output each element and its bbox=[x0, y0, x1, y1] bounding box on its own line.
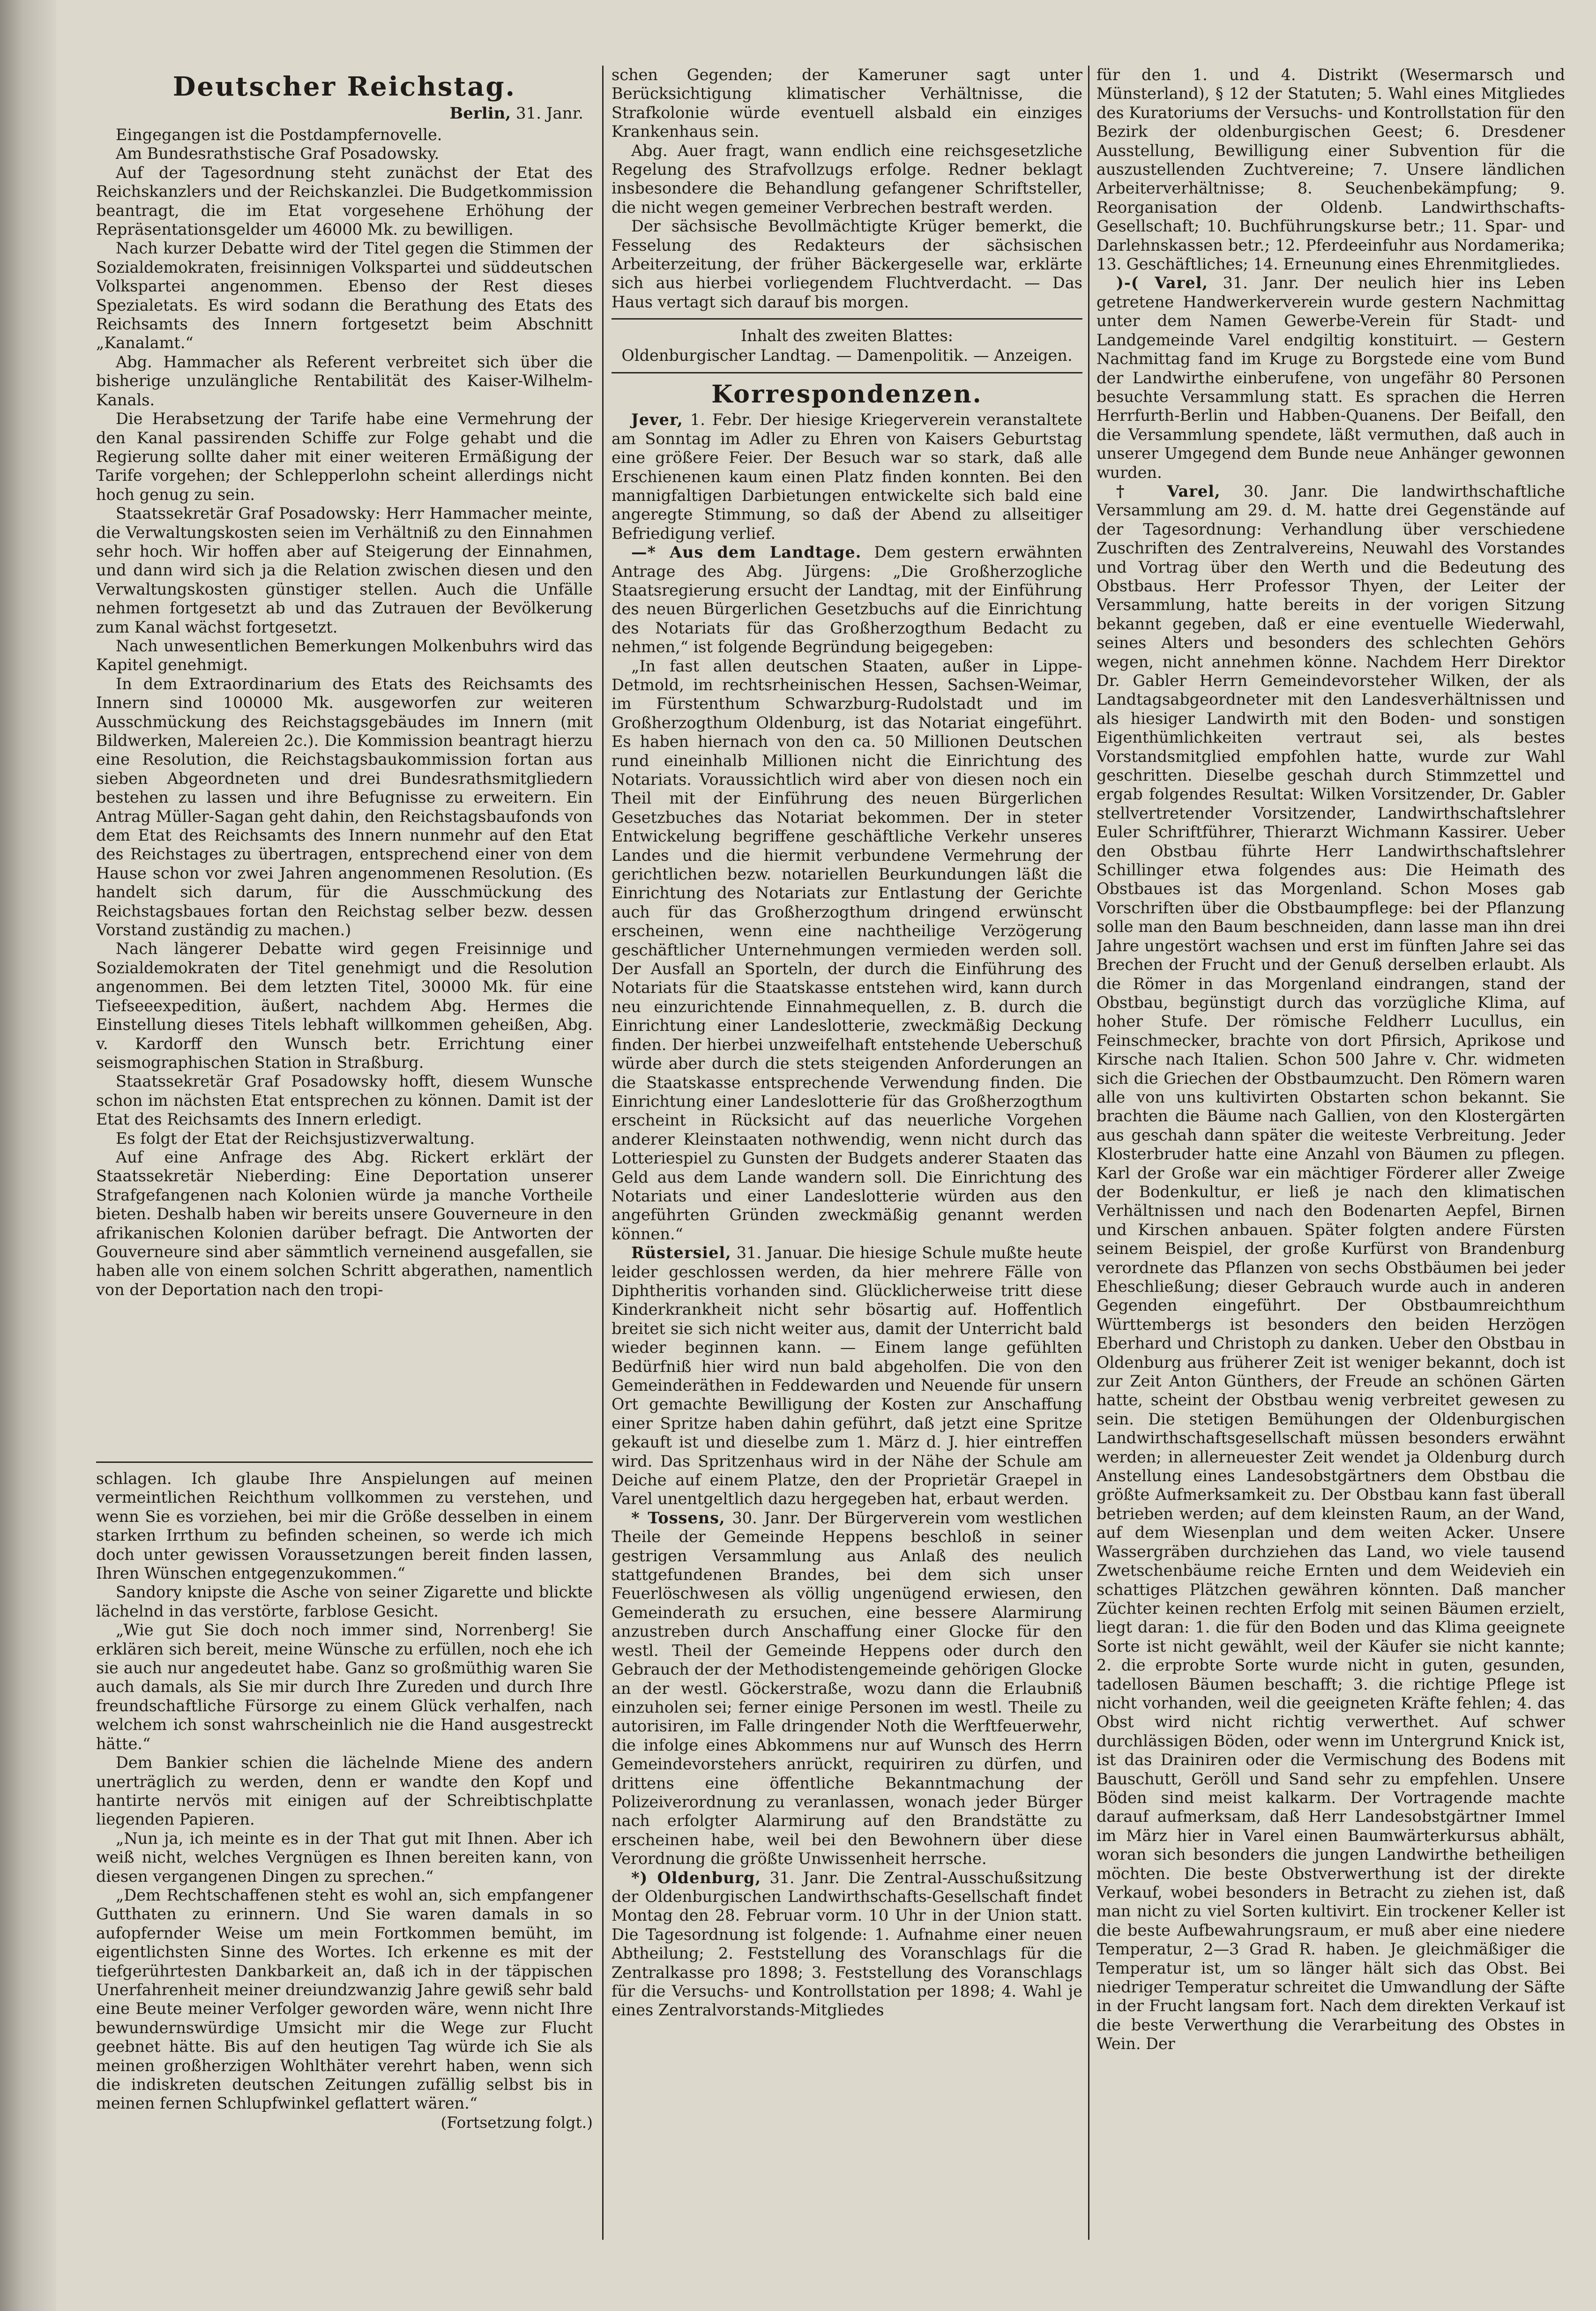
feuilleton-paragraph: schlagen. Ich glaube Ihre Anspielungen auf meinen vermeintlichen Reichthum vollkommen zu verstehen, und wenn Sie es vorziehen, bei mir die Größe desselben in einem starken Irrthum zu befinden scheinen, so werde ich mich doch unter gewissen Voraussetzungen bereit finden lassen, Ihren Wünschen entgegenzukommen.“ bbox=[96, 1469, 593, 1583]
article-paragraph: Auf der Tagesordnung steht zunächst der Etat des Reichskanzlers und der Reichskanzlei. Die Budgetkommission beantragt, die im Etat vorgesehene Erhöhung der Repräsentationsgelder um 46000 Mk. zu bewilligen. bbox=[96, 163, 593, 239]
reichstag-continuation bbox=[612, 66, 1082, 312]
place-name: —* Aus dem Landtage. bbox=[631, 543, 862, 562]
dateline bbox=[96, 104, 583, 123]
correspondence-paragraph bbox=[612, 543, 1082, 656]
feuilleton-paragraph: „Wie gut Sie doch noch immer sind, Norrenberg! Sie erklären sich bereit, meine Wünsche zu erfüllen, noch ehe ich sie auch nur angedeutet habe. Ganz so großmüthig waren Sie auch damals, als Sie mir durch Ihre Zureden und durch Ihre freundschaftliche Fürsorge zu einem Glück verhalfen, nach welchem ich sonst wahrscheinlich nie die Hand ausgestreckt hätte.“ bbox=[96, 1621, 593, 1753]
feuilleton-paragraph: „Dem Rechtschaffenen steht es wohl an, sich empfangener Gutthaten zu erinnern. Und Sie waren damals in so aufopfernder Weise um mein Fortkommen bemüht, im eigentlichsten Sinne des Wortes. Ich erkenne es mit der tiefgerührtesten Dankbarkeit an, daß ich in der täppischen Unerfahrenheit meiner dreiundzwanzig Jahre gewiß sehr bald eine Beute meiner Verfolger geworden wäre, wenn nicht Ihre bewundernswürdige Umsicht mir die Wege zur Flucht geebnet hätte. Bis auf den heutigen Tag würde ich Sie als meinen großherzigen Wohlthäter verehrt haben, wenn sich die indiskreten deutschen Zeitungen zufällig selbst bis in meinen fernen Schlupfwinkel geflattert wären.“ bbox=[96, 1886, 593, 2113]
correspondence-paragraph bbox=[1096, 482, 1565, 2054]
correspondence-paragraph bbox=[1096, 66, 1565, 274]
contents-title: Inhalt des zweiten Blattes: bbox=[740, 327, 954, 345]
correspondence-paragraph bbox=[612, 1244, 1082, 1509]
paragraph-text: 30. Janr. Die landwirthschaftliche Versammlung am 29. d. M. hatte drei Gegenstände auf der Tagesordnung: Verhandlung über verschiedene Zuschriften des Zentralvereins, Neuwahl des Vorstandes und Vortrag über den Werth und die Bedeutung des Obstbaus. Herr Professor Thyen, der Leiter der Versammlung, hatte bereits in der vorigen Sitzung bekannt gegeben, daß er eine eventuelle Wiederwahl, seines Alters und besonders des schlechten Gehörs wegen, nicht annehmen könne. Nachdem Herr Direktor Dr. Gabler Herrn Gemeindevorsteher Wilken, der als Landtagsabgeordneter mit den Landesverhältnissen und als hiesiger Landwirth mit den Boden- und sonstigen Eigenthümlichkeiten vertraut sei, als bestes Vorstandsmitglied empfohlen hatte, wurde zur Wahl geschritten. Dieselbe geschah durch Stimmzettel und ergab folgendes Resultat: Wilken Vorsitzender, Dr. Gabler stellvertretender Vorsitzender, Landwirthschaftslehrer Euler Schriftführer, Thierarzt Wichmann Kassirer. Ueber den Obstbau führte Herr Landwirthschaftslehrer Schillinger etwa folgendes aus: Die Heimath des Obstbaues ist das Morgenland. Schon Moses gab Vorschriften über die Obstbaumpflege: bei der Pflanzung solle man den Baum beschneiden, dann lasse man ihn drei Jahre ungestört wachsen und erst im fünften Jahre sei das Brechen der Frucht und der Genuß derselben erlaubt. Als die Römer in das Morgenland eindrangen, stand der Obstbau, begünstigt durch das vorzügliche Klima, auf hoher Stufe. Der römische Feldherr Lucullus, ein Feinschmecker, brachte von dort Pfirsich, Aprikose und Kirsche nach Italien. Schon 500 Jahre v. Chr. widmeten sich die Griechen der Obstbaumzucht. Den Römern waren alle von uns kultivirten Obstarten schon bekannt. Sie brachten die Bäume nach Gallien, von den Klostergärten aus geschah dann später die weiteste Verbreitung. Jeder Klosterbruder hatte eine Anzahl von Bäumen zu pflegen. Karl der Große war ein mächtiger Förderer aller Zweige der Bodenkultur, er ließ je nach den klimatischen Verhältnissen und nach den Bodenarten Aepfel, Birnen und Kirschen anbauen. Später folgten andere Fürsten seinem Beispiel, der große Kurfürst von Brandenburg verordnete das Pflanzen von sechs Obstbäumen bei jeder Eheschließung; dieser Gebrauch wurde auch in anderen Gegenden eingeführt. Der Obstbaumreichthum Württembergs ist besonders den beiden Herzögen Eberhard und Christoph zu danken. Ueber den Obstbau in Oldenburg aus früherer Zeit ist weniger bekannt, doch ist zur Zeit Anton Günthers, der Freude an schönen Gärten hatte, scheint der Obstbau wenig verbreitet gewesen zu sein. Die stetigen Bemühungen der Oldenburgischen Landwirthschaftsgesellschaft müssen besonders erwähnt werden; in allerneuester Zeit wendet ja Oldenburg durch Anstellung eines Landesobstgärtners dem Obstbau die größte Aufmerksamkeit zu. Der Obstbau kann fast überall betrieben werden; auf dem kleinsten Raum, an der Wand, auf dem Wiesenplan und dem weiten Acker. Unsere Wassergräben durchziehen das Land, wo viele tausend Zwetschenbäume reiche Ernten und dem Weidevieh ein schattiges Plätzchen gewähren könnten. Daß mancher Züchter keinen rechten Erfolg mit seinen Bäumen erzielt, liegt daran: 1. die für den Boden und das Klima geeignete Sorte ist nicht gewählt, weil der Käufer sie nicht kannte; 2. die erprobte Sorte wurde nicht in guten, gesunden, tadellosen Bäumen beschafft; 3. die richtige Pflege ist nicht vorhanden, weil die geeigneten Kräfte fehlen; 4. das Obst wird nicht richtig verwerthet. Auf schwer durchlässigen Böden, oder wenn im Untergrund Knick ist, ist das Drainiren oder die Vermischung des Bodens mit Bauschutt, Geröll und Sand sehr zu empfehlen. Unsere Böden sind meist kalkarm. Der Vortragende machte darauf aufmerksam, daß Herr Landesobstgärtner Immel im März hier in Varel einen Baumwärterkursus abhält, woran sich besonders die jungen Landwirthe betheiligen möchten. Die beste Obstverwerthung ist der direkte Verkauf, wobei besonders in Betracht zu ziehen ist, daß man nicht zu viel Sorten kultivirt. Ein trockener Keller ist die beste Aufbewahrungsraum, er muß aber eine niedere Temperatur, 2—3 Grad R. haben. Je gleichmäßiger die Temperatur ist, um so länger hält sich das Obst. Bei niedriger Temperatur schreitet die Umwandlung der Säfte in der Frucht langsam fort. Nach dem direkten Verkauf ist die beste Verwerthung die Verarbeitung des Obstes in Wein. Der bbox=[1096, 482, 1565, 2053]
column-rule-2 bbox=[1088, 66, 1089, 2240]
article-paragraph: Am Bundesrathstische Graf Posadowsky. bbox=[116, 144, 440, 163]
paragraph-text: 1. Febr. Der hiesige Kriegerverein veranstaltete am Sonntag im Adler zu Ehren von Kaisers Geburtstag eine größere Feier. Der Besuch war so stark, daß alle Erschienenen kaum einen Platz finden konnten. Bei den mannigfaltigen Darbietungen entwickelte sich bald eine angeregte Stimmung, so daß der Abend zu allseitiger Befriedigung verlief. bbox=[612, 410, 1082, 543]
article-paragraph: Abg. Auer fragt, wann endlich eine reichsgesetzliche Regelung des Strafvollzugs erfolge. Redner beklagt insbesondere die Behandlung gefangener Schriftsteller, die nicht wegen gemeiner Verbrechen bestraft werden. bbox=[612, 141, 1082, 216]
contents-items: Oldenburgischer Landtag. — Damenpolitik. — Anzeigen. bbox=[621, 346, 1073, 365]
feuilleton-paragraph: Dem Bankier schien die lächelnde Miene des andern unerträglich zu werden, denn er wandte den Kopf und hantirte nervös mit einigen auf der Schreibtischplatte liegenden Papieren. bbox=[96, 1753, 593, 1829]
place-name: * Tossens, bbox=[631, 1508, 725, 1527]
column-1 bbox=[96, 66, 593, 2132]
article-paragraph: Nach unwesentlichen Bemerkungen Molkenbuhrs wird das Kapitel genehmigt. bbox=[96, 636, 593, 674]
correspondence-paragraph bbox=[612, 1869, 1082, 2020]
to-be-continued: (Fortsetzung folgt.) bbox=[440, 2113, 593, 2132]
contents-rule-top bbox=[612, 318, 1082, 320]
scan-edge bbox=[0, 0, 56, 2311]
feuilleton bbox=[96, 1469, 593, 2113]
paragraph-text: 31. Januar. Die hiesige Schule mußte heute leider geschlossen werden, da hier mehrere Fälle von Diphtheritis vorhanden sind. Glücklicherweise tritt diese Kinderkrankheit nicht sehr bösartig auf. Hoffentlich breitet sie sich nicht weiter aus, damit der Unterricht bald wieder beginnen kann. — Einem lange gefühlten Bedürfniß hier wird nun bald abgeholfen. Die von den Gemeinderäthen in Feddewarden und Neuende für unsern Ort gemachte Bewilligung der Kosten zur Anschaffung einer Spritze haben dahin geführt, daß jetzt eine Spritze gekauft ist und dieselbe zum 1. März d. J. hier eintreffen wird. Das Spritzenhaus wird in der Nähe der Schule am Deiche auf einem Platze, den der Proprietär Graepel in Varel unentgeltlich dazu hergegeben hat, erbaut werden. bbox=[612, 1244, 1082, 1508]
article-paragraph: Staatssekretär Graf Posadowsky hofft, diesem Wunsche schon im nächsten Etat entsprechen zu können. Damit ist der Etat des Reichsamts des Innern erledigt. bbox=[96, 1072, 593, 1129]
correspondence-paragraph bbox=[612, 1509, 1082, 1869]
correspondence-paragraph bbox=[1096, 274, 1565, 482]
paragraph-text: 31. Janr. Der neulich hier ins Leben getretene Handwerkerverein wurde gestern Nachmittag unter dem Namen Gewerbe-Verein für Stadt- und Landgemeinde Varel endgiltig konstituirt. — Gestern Nachmittag fand im Kruge zu Borgstede eine vom Bund der Landwirthe einberufene, von ungefähr 80 Personen besuchte Versammlung statt. Es sprachen die Herren Herrfurth-Berlin und Habben-Quanens. Der Beifall, den die Versammlung spendete, läßt vermuthen, daß auch in unserer Umgegend dem Bunde neue Anhänger gewonnen wurden. bbox=[1096, 274, 1565, 482]
place-name: Rüstersiel, bbox=[631, 1244, 731, 1262]
place-name: Jever, bbox=[631, 410, 683, 429]
reichstag-paragraphs bbox=[96, 126, 593, 1299]
paragraph-text: Dem gestern erwähnten Antrage des Abg. Jürgens: „Die Großherzogliche Staatsregierung ersucht der Landtag, mit der Einführung des neuen Bürgerlichen Gesetzbuchs auf die Einrichtung des Notariats für das Großherzogthum Bedacht zu nehmen,“ ist folgende Begründung beigegeben: bbox=[612, 543, 1082, 656]
column-2 bbox=[612, 66, 1082, 2020]
dateline-date: 31. Janr. bbox=[515, 104, 583, 123]
article-paragraph: schen Gegenden; der Kameruner sagt unter Berücksichtigung klimatischer Verhältnisse, die Strafkolonie würde eventuell alsbald ein einziges Krankenhaus sein. bbox=[612, 66, 1082, 141]
feuilleton-paragraph: Sandory knipste die Asche von seiner Zigarette und blickte lächelnd in das verstörte, farblose Gesicht. bbox=[96, 1583, 593, 1620]
article-paragraph: Nach längerer Debatte wird gegen Freisinnige und Sozialdemokraten der Titel genehmigt und die Resolution angenommen. Bei dem letzten Titel, 30000 Mk. für eine Tiefseeexpedition, äußert, nachdem Abg. Hermes die Einstellung dieses Titels lebhaft willkommen geheißen, Abg. v. Kardorff den Wunsch betr. Errichtung einer seismographischen Station in Straßburg. bbox=[96, 939, 593, 1072]
reichstag-report bbox=[96, 66, 593, 1455]
paragraph-text: „In fast allen deutschen Staaten, außer in Lippe-Detmold, im rechtsrheinischen Hessen, Sachsen-Weimar, im Fürstenthum Schwarzburg-Rudolstadt und im Großherzogthum Oldenburg, ist das Notariat eingeführt. Es haben hiernach von den ca. 50 Millionen Deutschen rund eineinhalb Millionen nicht die Einrichtung des Notariats. Voraussichtlich wird aber von diesen noch ein Theil mit der Einführung des neuen Bürgerlichen Gesetzbuches das Notariat bekommen. Der in steter Entwickelung begriffene geschäftliche Verkehr unseres Landes und die hiermit verbundene Vermehrung der gerichtlichen bezw. notariellen Beurkundungen läßt die Einrichtung des Notariats zur Entlastung der Gerichte auch für das Großherzogthum dringend erwünscht erscheinen, wenn eine nachtheilige Verzögerung geschäftlicher Unternehmungen vermieden werden soll. Der Ausfall an Sporteln, der durch die Einführung des Notariats für die Staatskasse entstehen wird, kann durch neu einzurichtende Einnahmequellen, z. B. durch die Einrichtung einer Landeslotterie, zweckmäßig Deckung finden. Der hierbei unzweifelhaft entstehende Ueberschuß würde aber durch die stets steigenden Anforderungen an die Staatskasse entsprechende Verwendung finden. Die Einrichtung einer Landeslotterie für das Großherzogthum erscheint in Rücksicht auf das neuerliche Vorgehen anderer Kleinstaaten nothwendig, wenn nicht durch das Lotteriespiel zu Gunsten der Budgets anderer Staaten das Geld aus dem Lande wandern soll. Die Einrichtung des Notariats und einer Landeslotterie würden aus den angeführten Gründen zweckmäßig genannt werden können.“ bbox=[612, 656, 1082, 1243]
article-paragraph: Abg. Hammacher als Referent verbreitet sich über die bisherige unzulängliche Rentabilität des Kaiser-Wilhelm-Kanals. bbox=[96, 352, 593, 409]
article-paragraph: Auf eine Anfrage des Abg. Rickert erklärt der Staatssekretär Nieberding: Eine Deportation unserer Strafgefangenen nach Kolonien würde ja manche Vortheile bieten. Deshalb haben wir bereits unsere Gouverneure in den afrikanischen Kolonien darüber befragt. Die Antworten der Gouverneure sind aber sämmtlich verneinend ausgefallen, sie haben alle von einem solchen Schritt abgerathen, namentlich von der Deportation nach den tropi- bbox=[96, 1148, 593, 1299]
feuilleton-paragraph: „Nun ja, ich meinte es in der That gut mit Ihnen. Aber ich weiß nicht, welches Vergnügen es Ihnen bereiten kann, von diesen vergangenen Dingen zu sprechen.“ bbox=[96, 1829, 593, 1886]
article-paragraph: Staatssekretär Graf Posadowsky: Herr Hammacher meinte, die Verwaltungskosten seien im Verhältniß zu den Einnahmen sehr hoch. Wir hoffen aber auf Steigerung der Einnahmen, und dann wird sich ja die Relation zwischen diesen und den Verwaltungskosten günstiger stellen. Auch die Unfälle nehmen fortgesetzt ab und das Zutrauen der Bevölkerung zum Kanal wächst fortgesetzt. bbox=[96, 504, 593, 636]
column-rule-1 bbox=[602, 66, 604, 2240]
correspondence-paragraph bbox=[612, 657, 1082, 1244]
paragraph-text: 31. Janr. Die Zentral-Ausschußsitzung der Oldenburgischen Landwirthschafts-Gesellschaft findet Montag den 28. Februar vorm. 10 Uhr in der Union statt. Die Tagesordnung ist folgende: 1. Aufnahme einer neuen Abtheilung; 2. Feststellung des Voranschlags für die Zentralkasse pro 1898; 3. Feststellung des Voranschlags für die Versuchs- und Kontrollstation per 1898; 4. Wahl je eines Zentralvorstands-Mitgliedes bbox=[612, 1868, 1082, 2020]
feuilleton-rule bbox=[96, 1461, 593, 1463]
correspondence-paragraph bbox=[612, 410, 1082, 543]
contents-rule-bottom bbox=[612, 372, 1082, 373]
article-paragraph: Es folgt der Etat der Reichsjustizverwaltung. bbox=[116, 1129, 475, 1148]
article-paragraph: Die Herabsetzung der Tarife habe eine Vermehrung der den Kanal passirenden Schiffe zur Folge gehabt und die Regierung sollte daher mit einer weiteren Ermäßigung der Tarife vorgehen; der Schlepperlohn scheint allerdings nicht hoch genug zu sein. bbox=[96, 410, 593, 504]
place-name: *) Oldenburg, bbox=[631, 1868, 761, 1887]
paragraph-text: für den 1. und 4. Distrikt (Wesermarsch und Münsterland), § 12 der Statuten; 5. Wahl eines Mitgliedes des Kuratoriums der Versuchs- und Kontrollstation für den Bezirk der oldenburgischen Geest; 6. Dresdener Ausstellung, Bewilligung einer Subvention für die auszustellenden Zuchtvereine; 7. Unsere ländlichen Arbeiterverhältnisse; 8. Seuchenbekämpfung; 9. Reorganisation der Oldenb. Landwirthschafts-Gesellschaft; 10. Buchführungskurse betr.; 11. Spar- und Darlehnskassen betr.; 12. Pferdeeinfuhr aus Nordamerika; 13. Geschäftliches; 14. Erneunung eines Ehrenmitgliedes. bbox=[1096, 66, 1565, 274]
headline-reichstag: Deutscher Reichstag. bbox=[172, 71, 516, 102]
column-3 bbox=[1096, 66, 1565, 2054]
correspondence-paragraphs bbox=[612, 410, 1082, 2020]
headline-korrespondenzen: Korrespondenzen. bbox=[711, 380, 983, 409]
article-paragraph: Nach kurzer Debatte wird der Titel gegen die Stimmen der Sozialdemokraten, freisinnigen Volkspartei und süddeutschen Volkspartei angenommen. Ebenso der Rest dieses Spezialetats. Es wird sodann die Berathung des Etats des Reichsamts des Innern fortgesetzt beim Abschnitt „Kanalamt.“ bbox=[96, 239, 593, 352]
dateline-place: Berlin, bbox=[449, 104, 511, 123]
contents-box bbox=[612, 326, 1082, 365]
article-paragraph: In dem Extraordinarium des Etats des Reichsamts des Innern sind 100000 Mk. ausgeworfen zur weiteren Ausschmückung des Reichstagsgebäudes im Innern (mit Bildwerken, Malereien 2c.). Die Kommission beantragt hierzu eine Resolution, die Reichstagsbaukommission fortan aus sieben Abgeordneten und drei Bundesrathsmitgliedern bestehen zu lassen und ihre Befugnisse zu erweitern. Ein Antrag Müller-Sagan geht dahin, den Reichstagsbaufonds von dem Etat des Reichsamts des Innern nunmehr auf den Etat des Reichstages zu übertragen, entsprechend einer von dem Hause schon vor zwei Jahren angenommenen Resolution. (Es handelt sich darum, für die Ausschmückung des Reichstagsbaues fortan den Reichstag selber bezw. dessen Vorstand zuständig zu machen.) bbox=[96, 674, 593, 939]
article-paragraph: Der sächsische Bevollmächtigte Krüger bemerkt, die Fesselung des Redakteurs der sächsischen Arbeiterzeitung, der früher Bäckergeselle war, erklärte sich aus hierbei vorliegendem Fluchtverdacht. — Das Haus vertagt sich darauf bis morgen. bbox=[612, 217, 1082, 311]
paragraph-text: 30. Janr. Der Bürgerverein vom westlichen Theile der Gemeinde Heppens beschloß in seiner gestrigen Versammlung aus Anlaß des neulich stattgefundenen Brandes, bei dem sich unser Feuerlöschwesen als völlig ungenügend erwiesen, den Gemeinderath zu ersuchen, eine bessere Alarmirung anzustreben durch Anschaffung einer Glocke für den westl. Theil der Gemeinde Heppens oder durch den Gebrauch der der Methodistengemeinde gehörigen Glocke an der westl. Göckerstraße, wozu dann die Erlaubniß einzuholen sei; ferner einige Personen im westl. Theile zu autorisiren, im Falle dringender Noth die Werftfeuerwehr, die infolge eines Abkommens nur auf Wunsch des Herrn Gemeindevorstehers anrückt, requiriren zu dürfen, und drittens eine öffentliche Bekanntmachung der Polizeiverordnung zu veranlassen, wonach jeder Bürger nach erfolgter Alarmirung auf den Brandstätte zu erscheinen habe, weil bei den Bewohnern über diese Verordnung die größte Unwissenheit herrsche. bbox=[612, 1508, 1082, 1868]
place-name: )-( Varel, bbox=[1116, 274, 1208, 292]
place-name: † Varel, bbox=[1116, 482, 1221, 500]
article-paragraph: Eingegangen ist die Postdampfernovelle. bbox=[116, 126, 442, 144]
correspondence-continuation bbox=[1096, 66, 1565, 2054]
